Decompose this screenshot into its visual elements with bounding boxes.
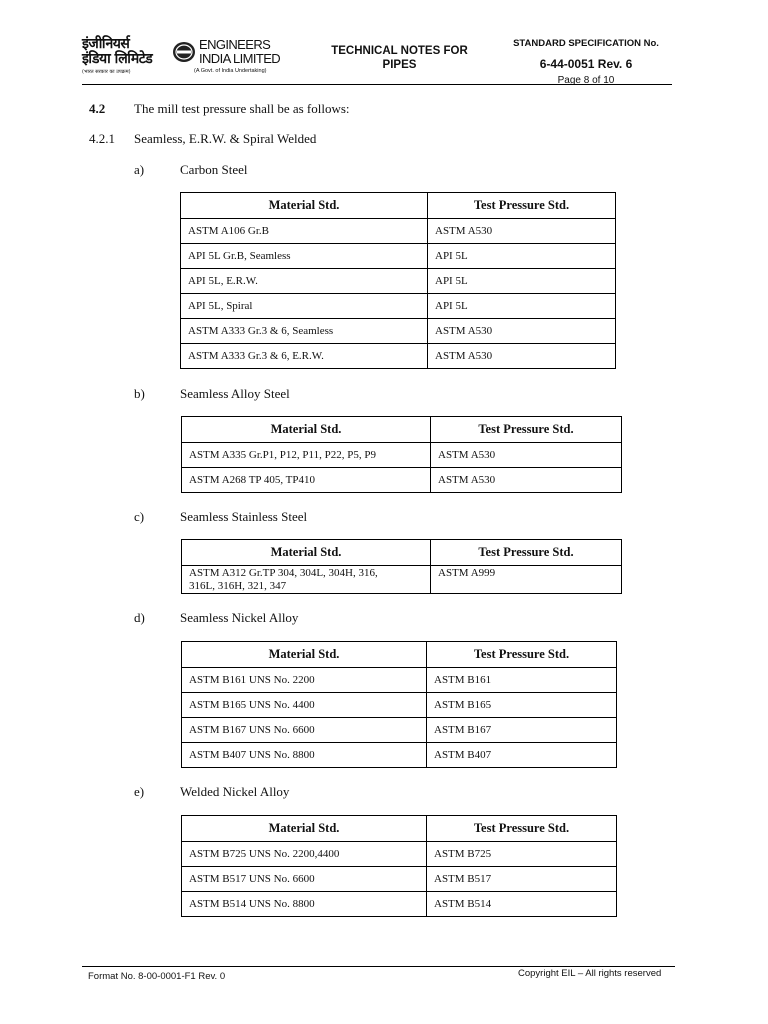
table-row bbox=[182, 468, 622, 493]
table-row bbox=[181, 319, 616, 344]
test-pressure-cell: ASTM B165 bbox=[427, 693, 617, 718]
format-number: Format No. 8-00-0001-F1 Rev. 0 bbox=[88, 971, 226, 982]
test-pressure-cell: ASTM B725 bbox=[427, 842, 617, 867]
logo-hindi-text bbox=[82, 37, 152, 67]
table-row bbox=[182, 743, 617, 768]
eil-logo bbox=[82, 34, 312, 76]
test-pressure-cell: ASTM A999 bbox=[431, 566, 622, 594]
stainless-steel-table bbox=[181, 539, 622, 594]
logo-hindi-line2: इंडिया लिमिटेड bbox=[82, 51, 153, 67]
col-material-header: Material Std. bbox=[182, 642, 427, 668]
test-pressure-cell: ASTM B407 bbox=[427, 743, 617, 768]
group-e-title: Welded Nickel Alloy bbox=[180, 784, 290, 799]
group-e-letter: e) bbox=[134, 784, 145, 799]
col-test-pressure-header: Test Pressure Std. bbox=[428, 193, 616, 219]
page-header bbox=[82, 34, 672, 84]
table-header-row bbox=[182, 540, 622, 566]
welded-nickel-table bbox=[181, 815, 617, 917]
table-row bbox=[182, 892, 617, 917]
section-4-2-1-text: Seamless, E.R.W. & Spiral Welded bbox=[134, 131, 317, 146]
col-material-header: Material Std. bbox=[181, 193, 428, 219]
test-pressure-cell: ASTM B161 bbox=[427, 668, 617, 693]
material-cell: ASTM B514 UNS No. 8800 bbox=[182, 892, 427, 917]
logo-tagline-hindi: (भारत सरकार का उपक्रम) bbox=[82, 69, 131, 75]
section-4-2-number: 4.2 bbox=[89, 101, 106, 116]
test-pressure-cell: ASTM A530 bbox=[431, 443, 622, 468]
test-pressure-cell: API 5L bbox=[428, 294, 616, 319]
spec-label: STANDARD SPECIFICATION No. bbox=[513, 38, 659, 49]
material-cell: ASTM A312 Gr.TP 304, 304L, 304H, 316, 316L, 316H, 321, 347 bbox=[182, 566, 431, 594]
eil-emblem-icon bbox=[172, 40, 196, 64]
page-number: Page 8 of 10 bbox=[557, 75, 615, 86]
table-header-row bbox=[182, 642, 617, 668]
test-pressure-cell: ASTM A530 bbox=[431, 468, 622, 493]
col-test-pressure-header: Test Pressure Std. bbox=[427, 816, 617, 842]
table-row bbox=[182, 443, 622, 468]
header-divider bbox=[82, 84, 672, 85]
section-4-2-text: The mill test pressure shall be as follows: bbox=[134, 101, 350, 116]
col-test-pressure-header: Test Pressure Std. bbox=[427, 642, 617, 668]
table-row bbox=[182, 842, 617, 867]
material-cell: ASTM B165 UNS No. 4400 bbox=[182, 693, 427, 718]
material-cell: API 5L, Spiral bbox=[181, 294, 428, 319]
table-row bbox=[182, 668, 617, 693]
spec-number: 6-44-0051 Rev. 6 bbox=[539, 57, 633, 71]
material-cell: ASTM A333 Gr.3 & 6, Seamless bbox=[181, 319, 428, 344]
material-cell: ASTM A106 Gr.B bbox=[181, 219, 428, 244]
test-pressure-cell: API 5L bbox=[428, 269, 616, 294]
section-4-2-1-number: 4.2.1 bbox=[89, 131, 115, 146]
title-line1: TECHNICAL NOTES FOR bbox=[331, 45, 468, 57]
logo-en-line1: ENGINEERS bbox=[199, 37, 271, 52]
test-pressure-cell: ASTM A530 bbox=[428, 344, 616, 369]
material-cell: ASTM A335 Gr.P1, P12, P11, P22, P5, P9 bbox=[182, 443, 431, 468]
group-b-letter: b) bbox=[134, 386, 145, 401]
material-cell: API 5L, E.R.W. bbox=[181, 269, 428, 294]
test-pressure-cell: ASTM B514 bbox=[427, 892, 617, 917]
test-pressure-cell: ASTM B167 bbox=[427, 718, 617, 743]
carbon-steel-table bbox=[180, 192, 616, 369]
material-cell: ASTM B407 UNS No. 8800 bbox=[182, 743, 427, 768]
alloy-steel-table bbox=[181, 416, 622, 493]
col-test-pressure-header: Test Pressure Std. bbox=[431, 417, 622, 443]
table-row bbox=[182, 867, 617, 892]
title-line2: PIPES bbox=[382, 59, 417, 71]
table-row bbox=[181, 294, 616, 319]
group-d-letter: d) bbox=[134, 610, 145, 625]
table-row bbox=[182, 566, 622, 594]
table-row bbox=[181, 344, 616, 369]
table-header-row bbox=[181, 193, 616, 219]
material-cell: ASTM B161 UNS No. 2200 bbox=[182, 668, 427, 693]
table-row bbox=[181, 244, 616, 269]
seamless-nickel-table bbox=[181, 641, 617, 768]
group-b-title: Seamless Alloy Steel bbox=[180, 386, 290, 401]
test-pressure-cell: API 5L bbox=[428, 244, 616, 269]
table-header-row bbox=[182, 417, 622, 443]
material-cell: ASTM B517 UNS No. 6600 bbox=[182, 867, 427, 892]
test-pressure-cell: ASTM A530 bbox=[428, 319, 616, 344]
footer-divider bbox=[82, 966, 675, 967]
group-a-letter: a) bbox=[134, 162, 145, 177]
test-pressure-cell: ASTM A530 bbox=[428, 219, 616, 244]
col-material-header: Material Std. bbox=[182, 816, 427, 842]
table-row bbox=[182, 693, 617, 718]
logo-hindi-line1: इंजीनियर्स bbox=[82, 36, 130, 52]
document-title bbox=[312, 44, 487, 72]
logo-subtitle: (A Govt. of India Undertaking) bbox=[194, 68, 267, 74]
copyright-notice: Copyright EIL – All rights reserved bbox=[518, 968, 662, 979]
spec-info bbox=[500, 38, 672, 86]
material-cell: API 5L Gr.B, Seamless bbox=[181, 244, 428, 269]
col-material-header: Material Std. bbox=[182, 417, 431, 443]
table-row bbox=[181, 269, 616, 294]
logo-english-text bbox=[199, 38, 280, 66]
material-cell: ASTM A268 TP 405, TP410 bbox=[182, 468, 431, 493]
col-test-pressure-header: Test Pressure Std. bbox=[431, 540, 622, 566]
group-d-title: Seamless Nickel Alloy bbox=[180, 610, 299, 625]
group-c-title: Seamless Stainless Steel bbox=[180, 509, 308, 524]
table-row bbox=[182, 718, 617, 743]
table-header-row bbox=[182, 816, 617, 842]
logo-en-line2: INDIA LIMITED bbox=[199, 51, 281, 66]
group-c-letter: c) bbox=[134, 509, 145, 524]
table-row bbox=[181, 219, 616, 244]
material-cell: ASTM B725 UNS No. 2200,4400 bbox=[182, 842, 427, 867]
col-material-header: Material Std. bbox=[182, 540, 431, 566]
material-cell: ASTM A333 Gr.3 & 6, E.R.W. bbox=[181, 344, 428, 369]
test-pressure-cell: ASTM B517 bbox=[427, 867, 617, 892]
material-cell: ASTM B167 UNS No. 6600 bbox=[182, 718, 427, 743]
group-a-title: Carbon Steel bbox=[180, 162, 248, 177]
